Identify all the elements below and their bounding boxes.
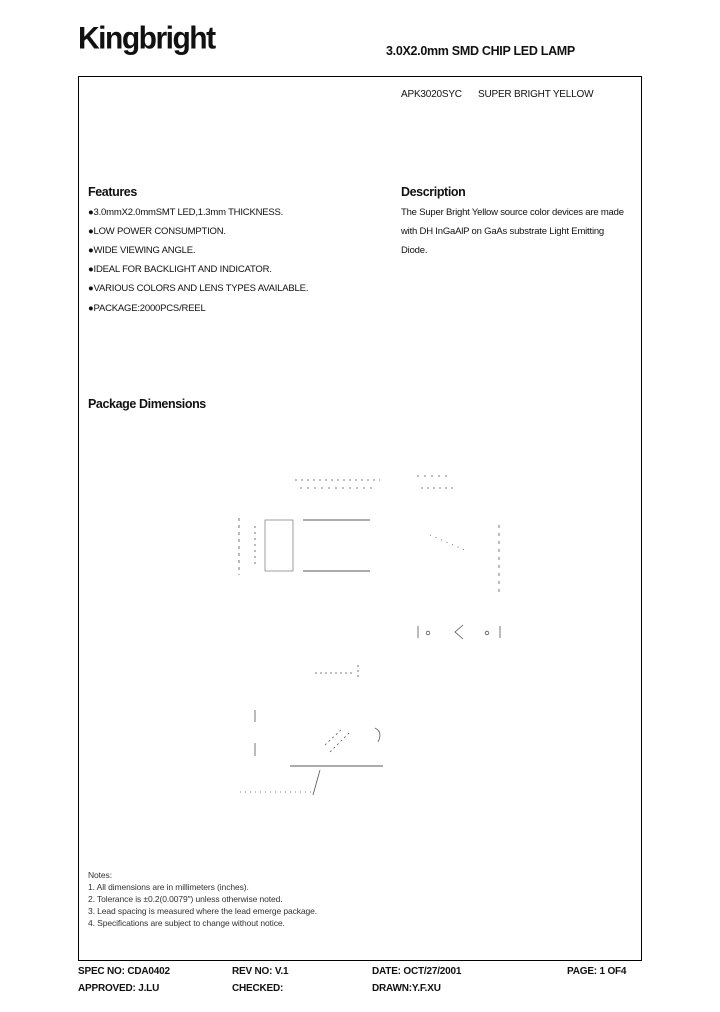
spec-number: SPEC NO: CDA0402: [78, 966, 170, 977]
package-dimensions-drawing: [225, 460, 515, 800]
note-item: 4. Specifications are subject to change without notice.: [88, 918, 285, 928]
revision-number: REV NO: V.1: [232, 966, 289, 977]
note-item: 2. Tolerance is ±0.2(0.0079") unless otherwise noted.: [88, 894, 283, 904]
feature-item: ●WIDE VIEWING ANGLE.: [88, 245, 196, 256]
drawn-by: DRAWN:Y.F.XU: [372, 983, 441, 994]
document-date: DATE: OCT/27/2001: [372, 966, 462, 977]
description-line: The Super Bright Yellow source color devices are made: [401, 207, 624, 218]
lens-outline: [325, 728, 350, 752]
note-item: 3. Lead spacing is measured where the lead emerge package.: [88, 906, 318, 916]
checked-by: CHECKED:: [232, 983, 284, 994]
package-dimensions-heading: Package Dimensions: [88, 397, 206, 411]
kingbright-logo: Kingbright: [78, 21, 215, 56]
document-title: 3.0X2.0mm SMD CHIP LED LAMP: [386, 44, 575, 58]
polarity-mark: [455, 625, 463, 639]
note-item: 1. All dimensions are in millimeters (inches).: [88, 882, 249, 892]
feature-item: ●3.0mmX2.0mmSMT LED,1.3mm THICKNESS.: [88, 207, 284, 218]
pad-outline: [265, 520, 293, 571]
notes-heading: Notes:: [88, 870, 112, 880]
approved-by: APPROVED: J.LU: [78, 983, 160, 994]
dimension-line: [315, 665, 358, 680]
feature-item: ●VARIOUS COLORS AND LENS TYPES AVAILABLE.: [88, 283, 309, 294]
polarity-mark: [426, 631, 430, 635]
part-description: SUPER BRIGHT YELLOW: [478, 89, 594, 100]
lens-outline: [430, 535, 465, 550]
description-heading: Description: [401, 185, 466, 199]
description-line: with DH InGaAlP on GaAs substrate Light Emitting: [401, 226, 605, 237]
description-line: Diode.: [401, 245, 428, 256]
feature-item: ●PACKAGE:2000PCS/REEL: [88, 303, 206, 314]
part-number: APK3020SYC: [401, 89, 462, 100]
polarity-mark: [485, 631, 489, 635]
page-number: PAGE: 1 OF4: [567, 966, 627, 977]
feature-item: ●LOW POWER CONSUMPTION.: [88, 226, 226, 237]
lens-outline: [375, 728, 380, 742]
features-heading: Features: [88, 185, 137, 199]
leader-line: [313, 770, 320, 795]
feature-item: ●IDEAL FOR BACKLIGHT AND INDICATOR.: [88, 264, 272, 275]
